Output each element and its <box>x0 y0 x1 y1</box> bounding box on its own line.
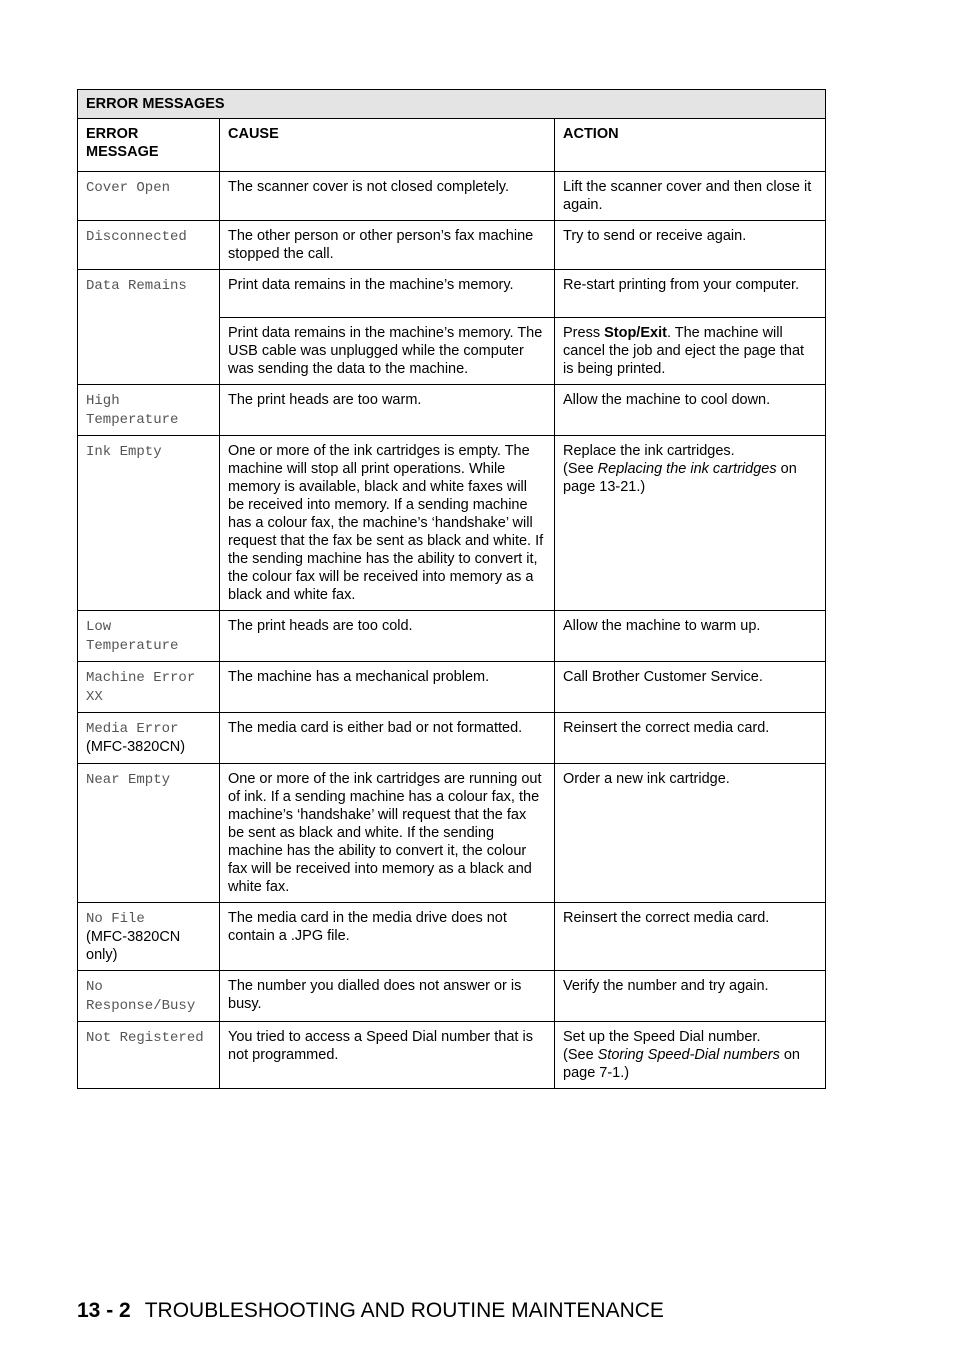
error-code: Media Error <box>86 721 179 737</box>
error-code: Ink Empty <box>86 444 162 460</box>
cause-cell: The media card is either bad or not formatted. <box>220 713 555 764</box>
action-cell: Try to send or receive again. <box>555 221 826 270</box>
page-footer <box>77 1299 664 1323</box>
action-cell: Order a new ink cartridge. <box>555 764 826 903</box>
table-header-row <box>78 119 826 172</box>
action-cell: Reinsert the correct media card. <box>555 903 826 971</box>
error-code: Disconnected <box>86 229 187 245</box>
header-cause: CAUSE <box>220 119 555 172</box>
action-cell: Press Stop/Exit. The machine will cancel the job and eject the page that is being printed. <box>555 318 826 385</box>
cause-cell: The print heads are too cold. <box>220 611 555 662</box>
header-error-message: ERROR MESSAGE <box>78 119 220 172</box>
cause-cell: Print data remains in the machine’s memory. <box>220 270 555 318</box>
table-title-row <box>78 90 826 119</box>
action-cell: Verify the number and try again. <box>555 971 826 1022</box>
cause-cell: Print data remains in the machine’s memory. The USB cable was unplugged while the computer was sending the data to the machine. <box>220 318 555 385</box>
error-code: Machine Error XX <box>86 670 196 705</box>
action-cell: Replace the ink cartridges. (See Replacing the ink cartridges on page 13-21.) <box>555 436 826 611</box>
cause-cell: One or more of the ink cartridges are running out of ink. If a sending machine has a colour fax, the machine’s ‘handshake’ will request that the fax be sent as black and white. If the sending machine has the ability to convert it, the colour fax will be received into memory as a black and white fax. <box>220 764 555 903</box>
table-row <box>78 270 826 318</box>
error-code: No File <box>86 911 145 927</box>
table-title: ERROR MESSAGES <box>78 90 826 119</box>
table-row <box>78 172 826 221</box>
table-row <box>78 713 826 764</box>
cause-cell: The other person or other person’s fax machine stopped the call. <box>220 221 555 270</box>
error-code: High Temperature <box>86 393 179 428</box>
action-cell: Reinsert the correct media card. <box>555 713 826 764</box>
error-code: Low Temperature <box>86 619 179 654</box>
action-cell: Allow the machine to warm up. <box>555 611 826 662</box>
error-code: Near Empty <box>86 772 171 788</box>
error-code: Data Remains <box>86 278 187 294</box>
action-cell: Allow the machine to cool down. <box>555 385 826 436</box>
table-row <box>78 221 826 270</box>
model-note: (MFC-3820CN) <box>86 739 186 755</box>
cause-cell: One or more of the ink cartridges is empty. The machine will stop all print operations. While memory is available, black and white faxes will be received into memory. If a sending machine has a colour fax, the machine’s ‘handshake’ will request that the fax be sent as black and white. If the sending machine has the ability to convert it, the colour fax will be received into memory as a black and white fax. <box>220 436 555 611</box>
action-cell: Lift the scanner cover and then close it again. <box>555 172 826 221</box>
cause-cell: The number you dialled does not answer or is busy. <box>220 971 555 1022</box>
action-cell: Set up the Speed Dial number. (See Storing Speed-Dial numbers on page 7-1.) <box>555 1022 826 1089</box>
table-row <box>78 436 826 611</box>
table-row <box>78 971 826 1022</box>
model-note: (MFC-3820CN only) <box>86 929 181 963</box>
action-cell: Re-start printing from your computer. <box>555 270 826 318</box>
cause-cell: You tried to access a Speed Dial number that is not programmed. <box>220 1022 555 1089</box>
table-row <box>78 764 826 903</box>
cause-cell: The scanner cover is not closed completely. <box>220 172 555 221</box>
error-messages-table <box>77 89 826 1089</box>
table-row <box>78 903 826 971</box>
error-code: Cover Open <box>86 180 171 196</box>
table-row <box>78 611 826 662</box>
table-row <box>78 1022 826 1089</box>
table-row <box>78 385 826 436</box>
cause-cell: The print heads are too warm. <box>220 385 555 436</box>
table-row <box>78 662 826 713</box>
chapter-title: TROUBLESHOOTING AND ROUTINE MAINTENANCE <box>144 1299 664 1322</box>
header-action: ACTION <box>555 119 826 172</box>
page-number: 13 - 2 <box>77 1299 131 1322</box>
cause-cell: The media card in the media drive does not contain a .JPG file. <box>220 903 555 971</box>
action-cell: Call Brother Customer Service. <box>555 662 826 713</box>
cause-cell: The machine has a mechanical problem. <box>220 662 555 713</box>
error-code: Not Registered <box>86 1030 204 1046</box>
error-code: No Response/Busy <box>86 979 196 1014</box>
